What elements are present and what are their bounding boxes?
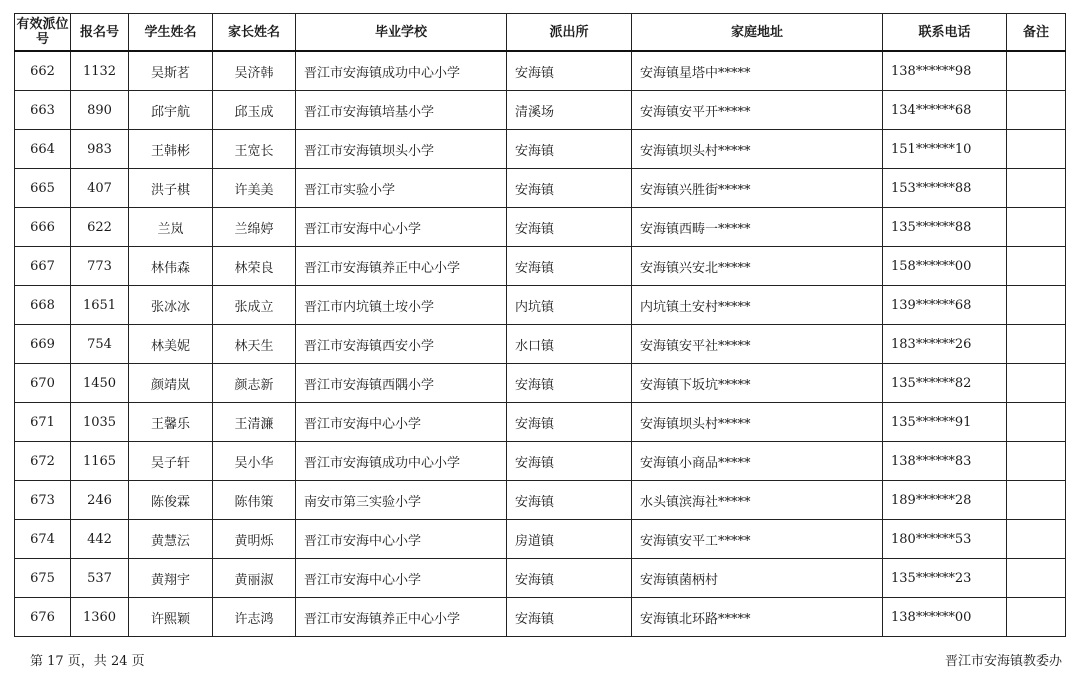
cell-phone: 180******53 (883, 520, 1007, 559)
cell-police: 安海镇 (507, 51, 632, 91)
cell-school: 晋江市安海镇西安小学 (296, 325, 507, 364)
cell-address: 安海镇星塔中***** (632, 51, 883, 91)
header-address: 家庭地址 (632, 14, 883, 52)
header-reg: 报名号 (71, 14, 129, 52)
cell-police: 安海镇 (507, 169, 632, 208)
header-student: 学生姓名 (129, 14, 213, 52)
cell-remark (1007, 286, 1066, 325)
cell-reg: 442 (71, 520, 129, 559)
cell-school: 晋江市内坑镇土垵小学 (296, 286, 507, 325)
cell-police: 内坑镇 (507, 286, 632, 325)
cell-police: 安海镇 (507, 403, 632, 442)
header-no: 有效派位号 (15, 14, 71, 52)
cell-reg: 1651 (71, 286, 129, 325)
cell-student: 黄翔宇 (129, 559, 213, 598)
cell-no: 675 (15, 559, 71, 598)
cell-parent: 颜志新 (213, 364, 296, 403)
cell-reg: 1450 (71, 364, 129, 403)
cell-remark (1007, 169, 1066, 208)
cell-remark (1007, 51, 1066, 91)
table-row (15, 169, 1066, 208)
cell-no: 667 (15, 247, 71, 286)
cell-police: 安海镇 (507, 559, 632, 598)
cell-phone: 153******88 (883, 169, 1007, 208)
table-row (15, 247, 1066, 286)
cell-parent: 许志鸿 (213, 598, 296, 637)
cell-phone: 183******26 (883, 325, 1007, 364)
cell-address: 安海镇兴安北***** (632, 247, 883, 286)
cell-remark (1007, 130, 1066, 169)
cell-parent: 兰绵婷 (213, 208, 296, 247)
cell-phone: 189******28 (883, 481, 1007, 520)
header-police: 派出所 (507, 14, 632, 52)
cell-address: 内坑镇土安村***** (632, 286, 883, 325)
cell-police: 安海镇 (507, 442, 632, 481)
cell-no: 668 (15, 286, 71, 325)
table-row (15, 559, 1066, 598)
cell-no: 672 (15, 442, 71, 481)
cell-school: 晋江市安海中心小学 (296, 520, 507, 559)
cell-parent: 许美美 (213, 169, 296, 208)
cell-student: 吴子轩 (129, 442, 213, 481)
cell-phone: 135******82 (883, 364, 1007, 403)
cell-school: 晋江市安海镇培基小学 (296, 91, 507, 130)
table-row (15, 364, 1066, 403)
table-row (15, 442, 1066, 481)
cell-police: 安海镇 (507, 247, 632, 286)
cell-student: 颜靖岚 (129, 364, 213, 403)
header-row (15, 14, 1066, 52)
cell-school: 晋江市安海中心小学 (296, 208, 507, 247)
cell-phone: 138******98 (883, 51, 1007, 91)
cell-address: 安海镇安平社***** (632, 325, 883, 364)
cell-police: 安海镇 (507, 130, 632, 169)
cell-school: 晋江市安海镇养正中心小学 (296, 247, 507, 286)
cell-student: 吴斯茗 (129, 51, 213, 91)
cell-police: 水口镇 (507, 325, 632, 364)
cell-parent: 吴小华 (213, 442, 296, 481)
cell-student: 邱宇航 (129, 91, 213, 130)
cell-school: 晋江市实验小学 (296, 169, 507, 208)
cell-remark (1007, 481, 1066, 520)
cell-address: 安海镇菌柄村 (632, 559, 883, 598)
cell-address: 安海镇安平开***** (632, 91, 883, 130)
cell-student: 兰岚 (129, 208, 213, 247)
cell-no: 671 (15, 403, 71, 442)
cell-school: 晋江市安海镇养正中心小学 (296, 598, 507, 637)
cell-parent: 林天生 (213, 325, 296, 364)
cell-reg: 407 (71, 169, 129, 208)
cell-address: 安海镇安平工***** (632, 520, 883, 559)
cell-reg: 246 (71, 481, 129, 520)
header-school: 毕业学校 (296, 14, 507, 52)
cell-no: 662 (15, 51, 71, 91)
cell-remark (1007, 442, 1066, 481)
table-row (15, 403, 1066, 442)
cell-reg: 890 (71, 91, 129, 130)
cell-parent: 吴济韩 (213, 51, 296, 91)
cell-remark (1007, 325, 1066, 364)
cell-police: 安海镇 (507, 364, 632, 403)
cell-student: 洪子棋 (129, 169, 213, 208)
cell-no: 663 (15, 91, 71, 130)
cell-address: 水头镇滨海社***** (632, 481, 883, 520)
cell-police: 安海镇 (507, 208, 632, 247)
cell-police: 清溪场 (507, 91, 632, 130)
cell-student: 陈俊霖 (129, 481, 213, 520)
assignment-table (14, 13, 1066, 637)
cell-school: 晋江市安海中心小学 (296, 403, 507, 442)
cell-address: 安海镇北环路***** (632, 598, 883, 637)
cell-address: 安海镇小商品***** (632, 442, 883, 481)
cell-phone: 135******23 (883, 559, 1007, 598)
cell-remark (1007, 520, 1066, 559)
cell-address: 安海镇坝头村***** (632, 130, 883, 169)
cell-remark (1007, 403, 1066, 442)
table-row (15, 208, 1066, 247)
cell-reg: 1360 (71, 598, 129, 637)
table-row (15, 520, 1066, 559)
cell-school: 南安市第三实验小学 (296, 481, 507, 520)
cell-address: 安海镇兴胜街***** (632, 169, 883, 208)
cell-student: 王韩彬 (129, 130, 213, 169)
cell-parent: 张成立 (213, 286, 296, 325)
cell-parent: 王宽长 (213, 130, 296, 169)
header-parent: 家长姓名 (213, 14, 296, 52)
cell-reg: 983 (71, 130, 129, 169)
cell-parent: 黄丽淑 (213, 559, 296, 598)
cell-remark (1007, 364, 1066, 403)
table-row (15, 286, 1066, 325)
cell-school: 晋江市安海镇成功中心小学 (296, 51, 507, 91)
cell-student: 林美妮 (129, 325, 213, 364)
table-row (15, 598, 1066, 637)
table-row (15, 91, 1066, 130)
cell-school: 晋江市安海镇西隅小学 (296, 364, 507, 403)
cell-reg: 1165 (71, 442, 129, 481)
cell-parent: 王清濂 (213, 403, 296, 442)
cell-police: 安海镇 (507, 481, 632, 520)
cell-student: 许熙颖 (129, 598, 213, 637)
cell-phone: 158******00 (883, 247, 1007, 286)
cell-police: 安海镇 (507, 598, 632, 637)
cell-no: 669 (15, 325, 71, 364)
cell-address: 安海镇西畴一***** (632, 208, 883, 247)
cell-phone: 151******10 (883, 130, 1007, 169)
cell-no: 673 (15, 481, 71, 520)
cell-reg: 1035 (71, 403, 129, 442)
cell-reg: 622 (71, 208, 129, 247)
cell-remark (1007, 247, 1066, 286)
cell-remark (1007, 559, 1066, 598)
cell-student: 黄慧沄 (129, 520, 213, 559)
cell-parent: 黄明烁 (213, 520, 296, 559)
header-remark: 备注 (1007, 14, 1066, 52)
cell-phone: 138******83 (883, 442, 1007, 481)
cell-parent: 邱玉成 (213, 91, 296, 130)
cell-address: 安海镇坝头村***** (632, 403, 883, 442)
page-number: 第 17 页，共 24 页 (30, 654, 145, 669)
cell-reg: 754 (71, 325, 129, 364)
cell-school: 晋江市安海镇成功中心小学 (296, 442, 507, 481)
cell-remark (1007, 598, 1066, 637)
cell-reg: 773 (71, 247, 129, 286)
cell-student: 林伟森 (129, 247, 213, 286)
table-row (15, 130, 1066, 169)
cell-school: 晋江市安海镇坝头小学 (296, 130, 507, 169)
issuing-office: 晋江市安海镇教委办 (944, 654, 1062, 669)
cell-school: 晋江市安海中心小学 (296, 559, 507, 598)
cell-no: 674 (15, 520, 71, 559)
cell-student: 王馨乐 (129, 403, 213, 442)
cell-no: 670 (15, 364, 71, 403)
table-row (15, 481, 1066, 520)
cell-no: 664 (15, 130, 71, 169)
table-row (15, 325, 1066, 364)
cell-phone: 139******68 (883, 286, 1007, 325)
cell-parent: 陈伟策 (213, 481, 296, 520)
cell-remark (1007, 91, 1066, 130)
header-phone: 联系电话 (883, 14, 1007, 52)
cell-phone: 138******00 (883, 598, 1007, 637)
cell-no: 676 (15, 598, 71, 637)
cell-remark (1007, 208, 1066, 247)
cell-reg: 1132 (71, 51, 129, 91)
table-row (15, 51, 1066, 91)
cell-police: 房道镇 (507, 520, 632, 559)
cell-phone: 134******68 (883, 91, 1007, 130)
cell-student: 张冰冰 (129, 286, 213, 325)
cell-phone: 135******88 (883, 208, 1007, 247)
cell-reg: 537 (71, 559, 129, 598)
cell-no: 666 (15, 208, 71, 247)
cell-phone: 135******91 (883, 403, 1007, 442)
cell-parent: 林荣良 (213, 247, 296, 286)
cell-address: 安海镇下坂坑***** (632, 364, 883, 403)
cell-no: 665 (15, 169, 71, 208)
